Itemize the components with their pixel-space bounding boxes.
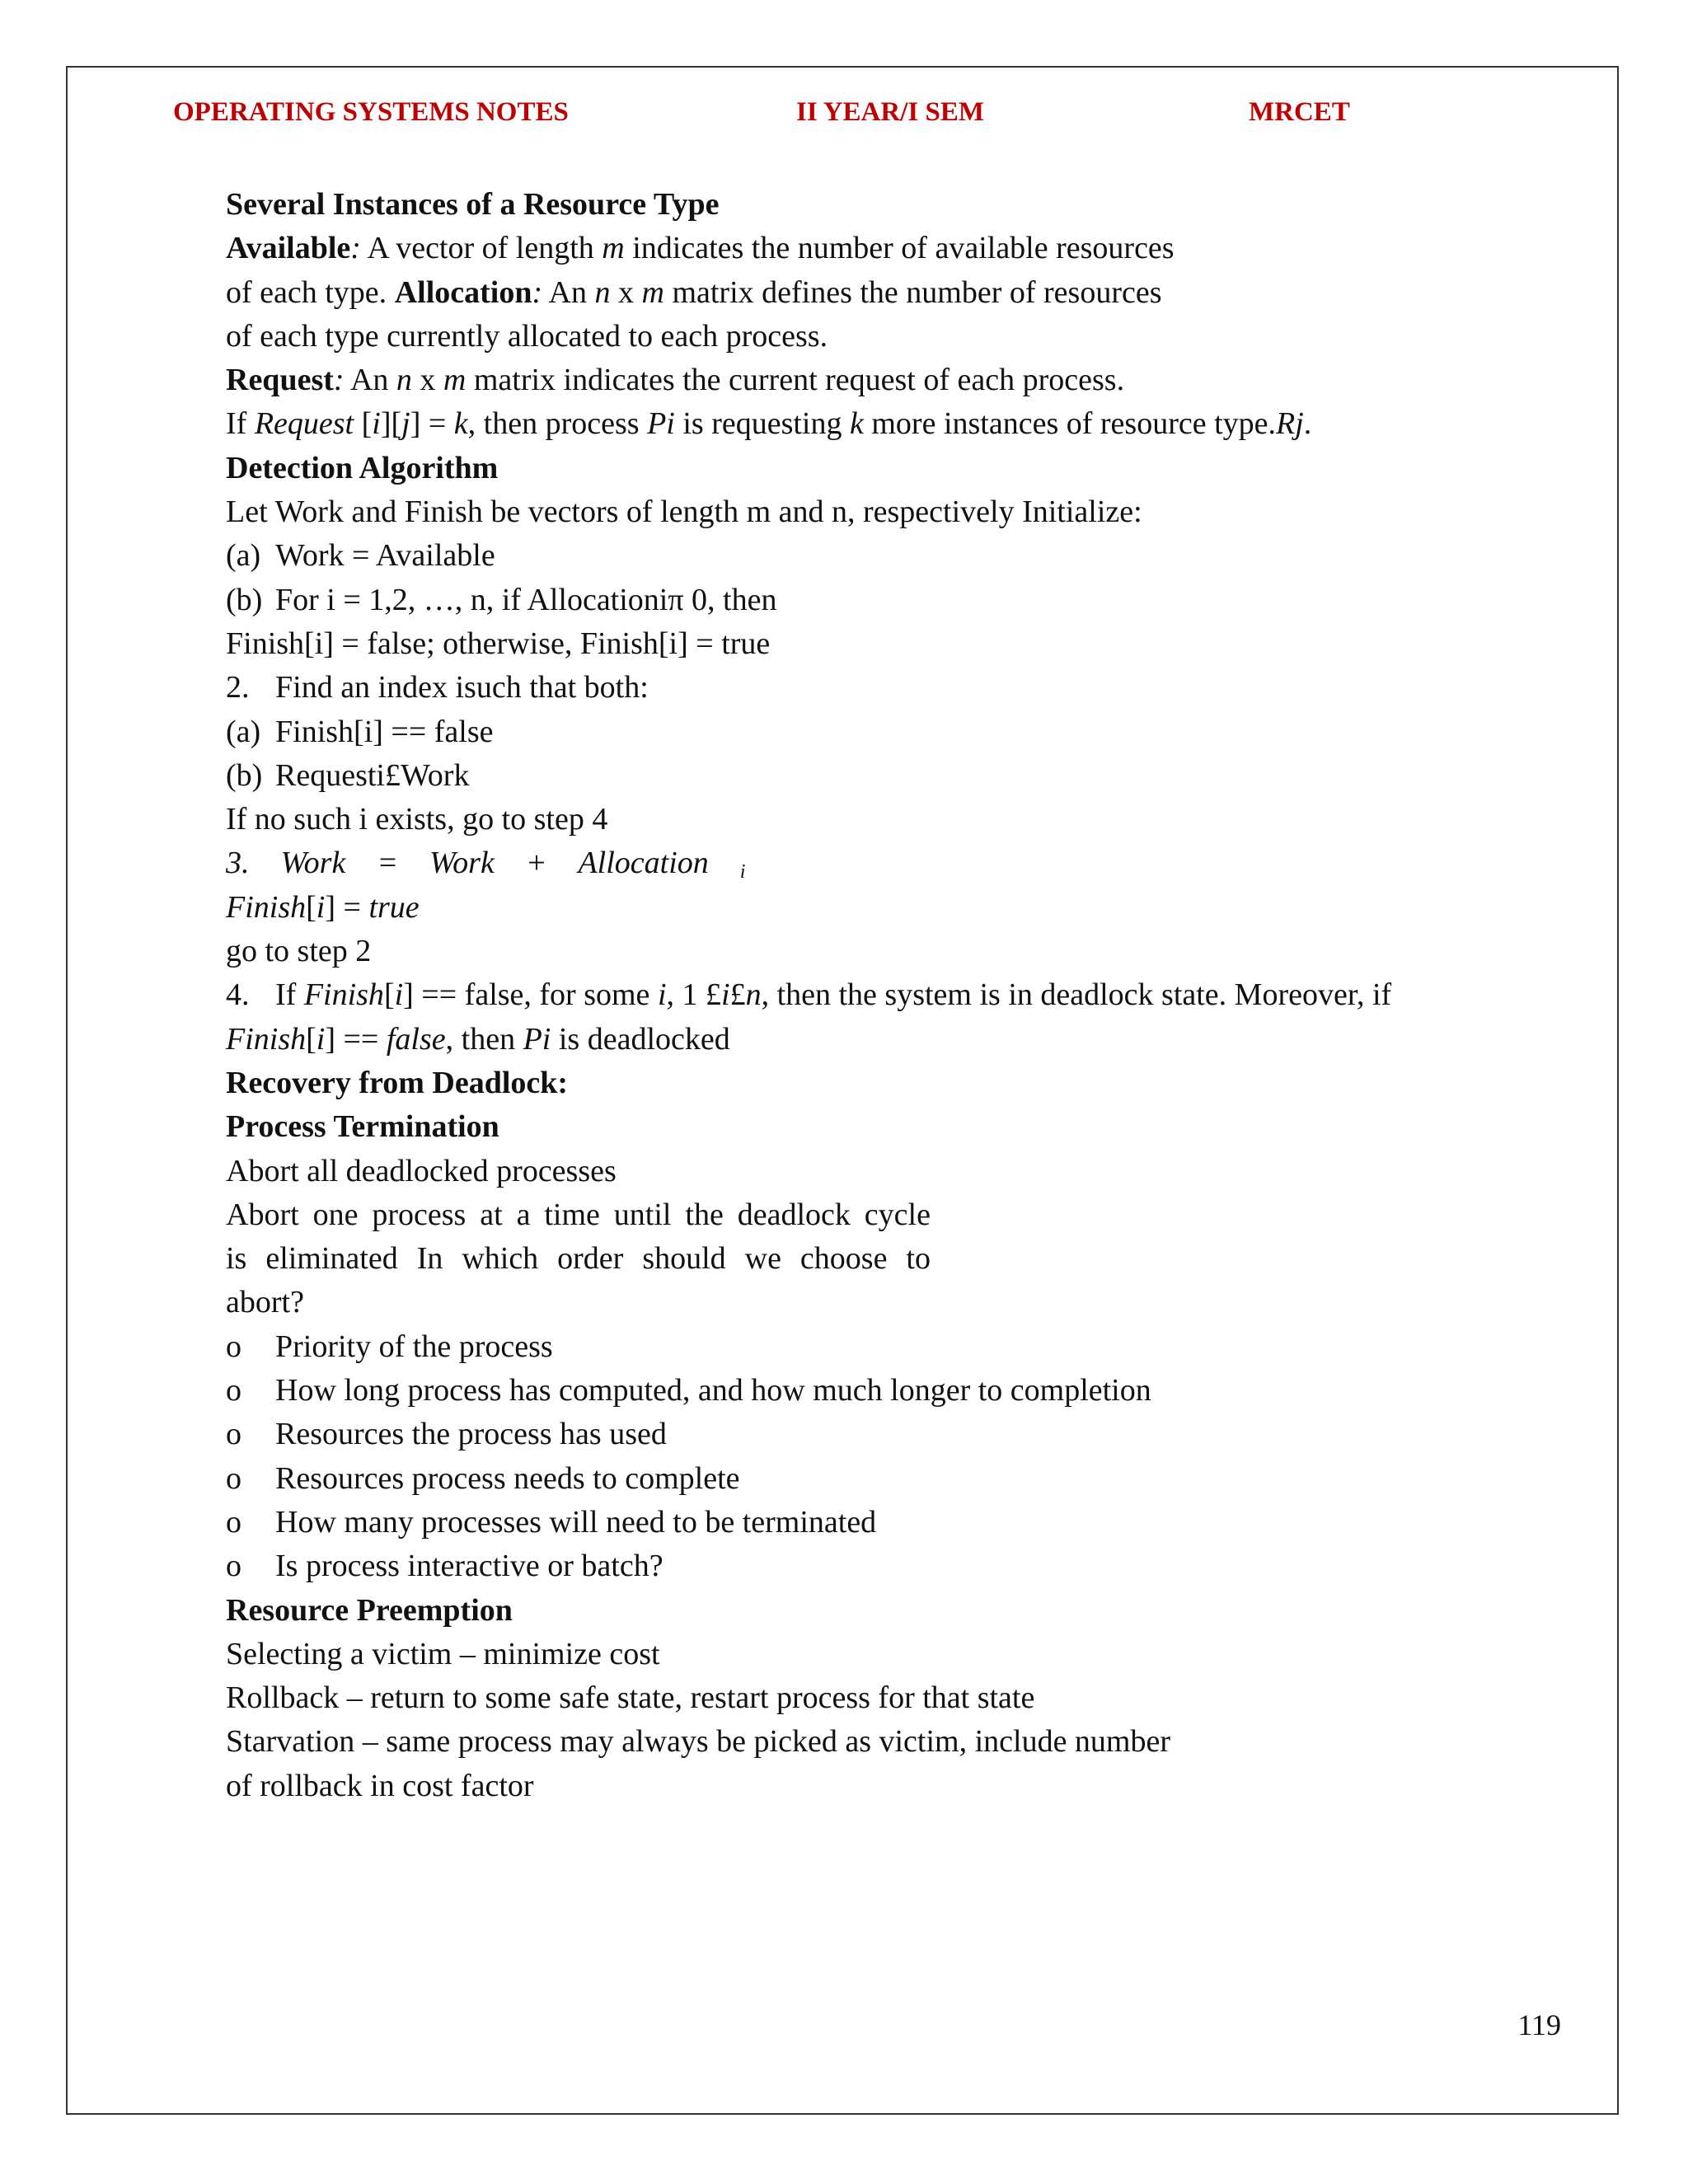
heading-recovery: Recovery from Deadlock: [226,1065,569,1100]
header-year-sem: II YEAR/I SEM [796,97,984,127]
detection-step-3: 3. Work = Work + Allocation i [226,846,746,883]
request-definition: Request: An n x m matrix indicates the current request of each process. [226,363,1125,398]
header-institution: MRCET [1249,97,1350,127]
list-item: o How many processes will need to be terminated [226,1501,1512,1544]
page-content [226,183,1512,1808]
detection-step-4: 4. If Finish[i] == false, for some i, 1 £i£n, then the system is in deadlock state. Moreover, if [226,977,1392,1013]
page-number: 119 [1517,2008,1561,2041]
detection-step-1a: (a) Work = Available [226,538,495,574]
preemption-rollback: Rollback – return to some safe state, restart process for that state [226,1680,1035,1716]
heading-resource-preemption: Resource Preemption [226,1592,513,1628]
detection-step-3-goto: go to step 2 [226,934,372,969]
detection-step-3-finish: Finish[i] = true [226,889,420,925]
termination-abort-all: Abort all deadlocked processes [226,1153,617,1188]
allocation-definition: of each type. Allocation: An n x m matrix defines the number of resources [226,274,1162,310]
termination-abort-question: abort? [226,1285,304,1320]
preemption-selecting-victim: Selecting a victim – minimize cost [226,1636,660,1671]
request-condition: If Request [i][j] = k, then process Pi is requesting k more instances of resource type.Rj. [226,406,1312,442]
detection-step-2b: (b) Requesti£Work [226,757,470,793]
list-item: o Resources process needs to complete [226,1457,1512,1501]
termination-abort-one-cont: is eliminated In which order should we choose to [226,1241,931,1277]
list-item: o Priority of the process [226,1325,1512,1369]
preemption-starvation-cont: of rollback in cost factor [226,1768,534,1803]
bullet-icon: o [226,1460,241,1496]
detection-step-1b: (b) For i = 1,2, …, n, if Allocationiπ 0, then [226,582,777,617]
list-item: o How long process has computed, and how much longer to completion [226,1369,1512,1413]
detection-step-2a: (a) Finish[i] == false [226,714,494,749]
bullet-icon: o [226,1504,241,1540]
termination-abort-one: Abort one process at a time until the deadlock cycle [226,1197,931,1232]
list-item: o Resources the process has used [226,1413,1512,1456]
bullet-icon: o [226,1373,241,1408]
heading-detection-algorithm: Detection Algorithm [226,450,499,485]
detection-step-2-else: If no such i exists, go to step 4 [226,802,608,837]
preemption-starvation: Starvation – same process may always be picked as victim, include number [226,1724,1171,1760]
bullet-icon: o [226,1329,241,1364]
bullet-icon: o [226,1417,241,1452]
available-definition: Available: A vector of length m indicates the number of available resources [226,231,1175,266]
detection-init: Let Work and Finish be vectors of length m and n, respectively Initialize: [226,494,1142,530]
bullet-icon: o [226,1549,241,1584]
list-item: o Is process interactive or batch? [226,1544,1512,1588]
heading-several-instances: Several Instances of a Resource Type [226,187,720,222]
detection-step-1b-cont: Finish[i] = false; otherwise, Finish[i] = true [226,626,771,661]
heading-process-termination: Process Termination [226,1109,499,1145]
detection-step-2: 2. Find an index isuch that both: [226,670,649,705]
allocation-definition-cont: of each type currently allocated to each process. [226,318,828,354]
header-course-title: OPERATING SYSTEMS NOTES [173,97,569,127]
detection-step-4-cont: Finish[i] == false, then Pi is deadlocked [226,1021,730,1057]
